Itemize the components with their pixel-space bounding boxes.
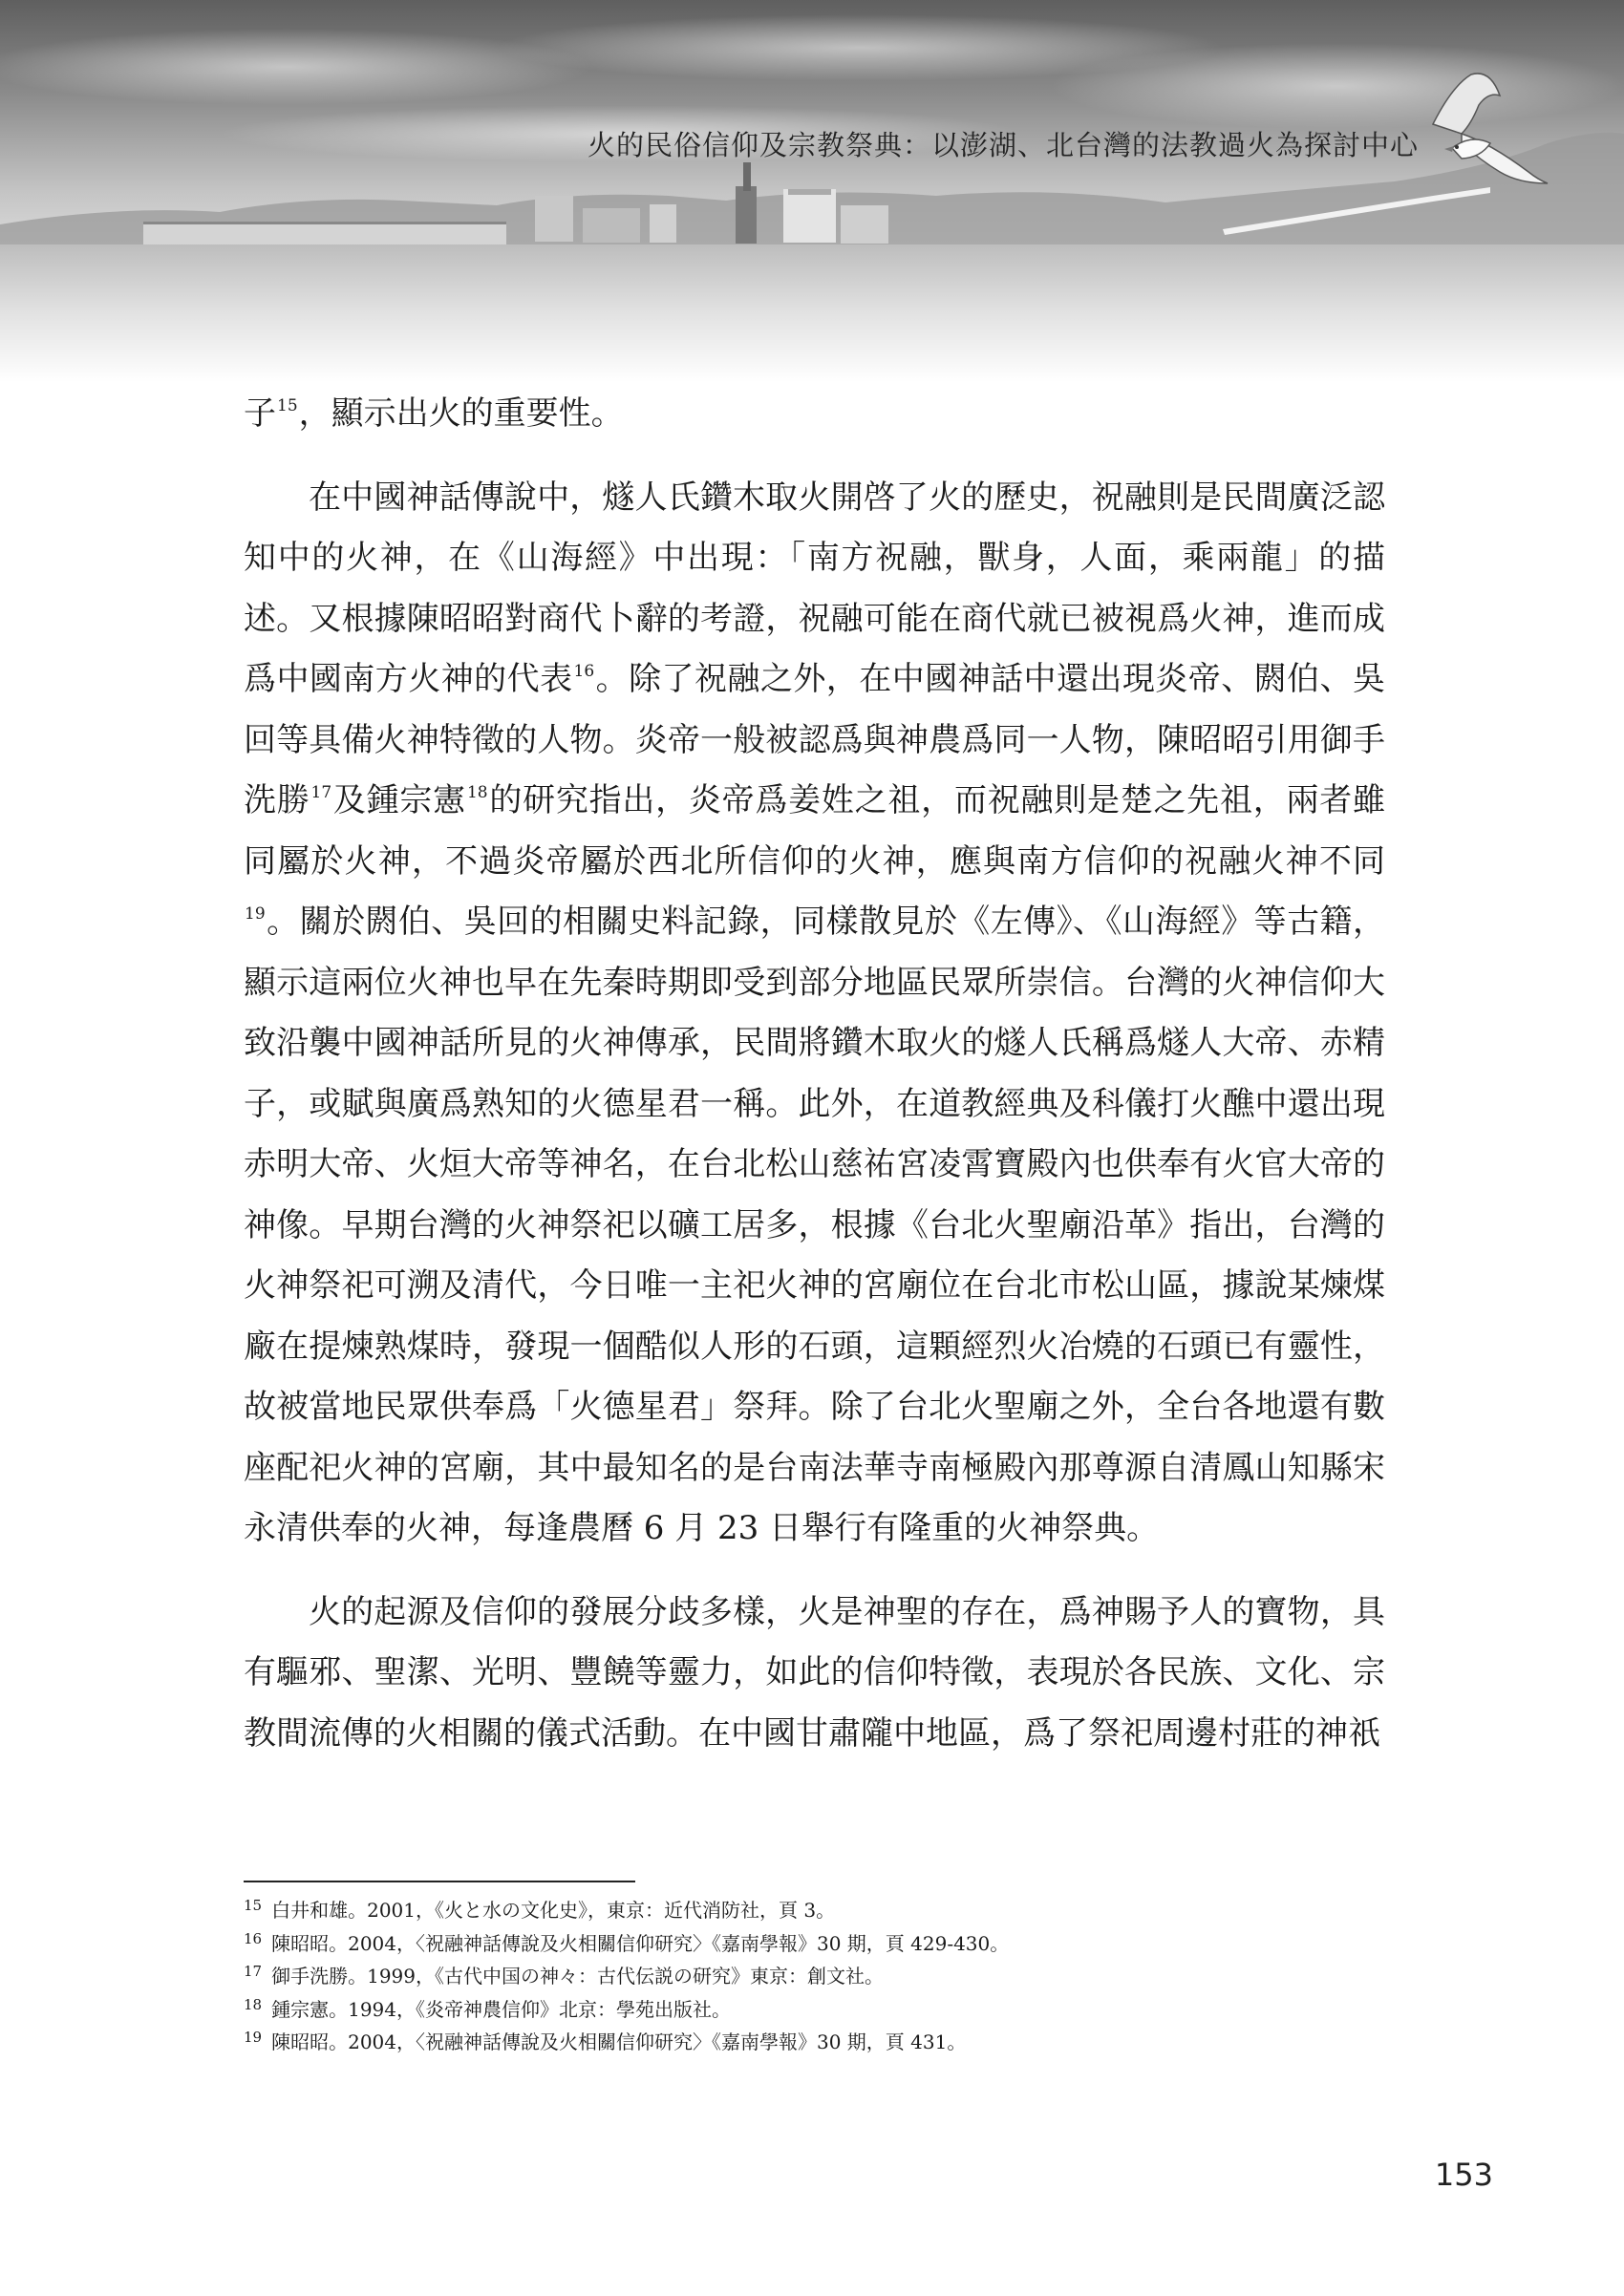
coastal-landscape-image [0,0,1624,382]
footnote-ref-19[interactable]: 19 [245,904,266,924]
paragraph-2-text-5: 。關於閼伯、吳回的相關史料記錄，同樣散見於《左傳》、《山海經》等古籍，顯示這兩位火神也早在先秦時期即受到部分地區民眾所崇信。台灣的火神信仰大致沿襲中國神話所見的火神傳承，民間將鑽木取火的燧人氏稱爲燧人大帝、赤精子，或賦與廣爲熟知的火德星君一稱。此外，在道教經典及科儀打火醮中還出現赤明大帝、火烜大帝等神名，在台北松山慈祐宮凌霄寶殿內也供奉有火官大帝的神像。早期台灣的火神祭祀以礦工居多，根據《台北火聖廟沿革》指出，台灣的火神祭祀可溯及清代，今日唯一主祀火神的宮廟位在台北市松山區，據說某煉煤廠在提煉熟煤時，發現一個酷似人形的石頭，這顆經烈火冶燒的石頭已有靈性，故被當地民眾供奉爲「火德星君」祭拜。除了台北火聖廟之外，全台各地還有數座配祀火神的宮廟，其中最知名的是台南法華寺南極殿內那尊源自清鳳山知縣宋永清供奉的火神，每逢農曆 6 月 23 日舉行有隆重的火神祭典。 [244,903,1385,1547]
footnote-ref-18[interactable]: 18 [466,783,488,802]
footnote-text: 白井和雄。2001，《火と水の文化史》，東京：近代消防社，頁 3。 [271,1899,836,1922]
footnote-ref-16[interactable]: 16 [573,662,595,681]
footnote-divider [244,1881,635,1882]
footnote-text: 陳昭昭。2004，〈祝融神話傳說及火相關信仰研究〉《嘉南學報》30 期，頁 431。 [271,2030,967,2053]
footnote-number: 19 [244,2029,263,2046]
footnote-16 [244,1925,1385,1959]
paragraph-2-text-2: 。除了祝融之外，在中國神話中還出現炎帝、閼伯、吳回等具備火神特徵的人物。炎帝一般被認爲與神農爲同一人物，陳昭昭引用御手洗勝 [244,660,1386,819]
footnote-ref-17[interactable]: 17 [310,783,332,802]
footnote-text: 御手洗勝。1999，《古代中国の神々：古代伝説の研究》東京：創文社。 [271,1965,884,1988]
footnote-19 [244,2024,1385,2057]
paragraph-2-text-1: 在中國神話傳說中，燧人氏鑽木取火開啓了火的歷史，祝融則是民間廣泛認知中的火神，在《山海經》中出現：「南方祝融，獸身，人面，乘兩龍」的描述。又根據陳昭昭對商代卜辭的考證，祝融可能在商代就已被視爲火神，進而成爲中國南方火神的代表 [244,478,1385,698]
footnote-text: 陳昭昭。2004，〈祝融神話傳說及火相關信仰研究〉《嘉南學報》30 期，頁 429-430。 [271,1931,1010,1955]
footnote-number: 15 [244,1897,263,1914]
page-number: 153 [1434,2157,1493,2193]
paragraph-2-text-3: 及鍾宗憲 [332,781,466,819]
main-text [244,384,1385,1764]
footnote-18 [244,1991,1385,2025]
footnote-number: 17 [244,1963,263,1980]
header-banner [0,0,1624,382]
paragraph-1-text-b: ，顯示出火的重要性。 [298,394,624,433]
footnote-number: 18 [244,1995,263,2013]
footnote-17 [244,1958,1385,1991]
paragraph-1-text-a: 子 [244,394,276,433]
footnotes [244,1892,1385,2057]
footnote-ref-15[interactable]: 15 [277,396,298,415]
footnote-number: 16 [244,1929,263,1947]
running-title: 火的民俗信仰及宗教祭典：以澎湖、北台灣的法教過火為探討中心 [587,129,1419,161]
paragraph-2-text-4: 的研究指出，炎帝爲姜姓之祖，而祝融則是楚之先祖，兩者雖同屬於火神，不過炎帝屬於西北所信仰的火神，應與南方信仰的祝融火神不同 [244,781,1386,881]
paragraph-2 [244,468,1385,1560]
footnote-15 [244,1892,1385,1925]
footnote-text: 鍾宗憲。1994，《炎帝神農信仰》北京：學苑出版社。 [271,1997,731,2021]
paragraph-3: 火的起源及信仰的發展分歧多樣，火是神聖的存在，爲神賜予人的寶物，具有驅邪、聖潔、光明、豐饒等靈力，如此的信仰特徵，表現於各民族、文化、宗教間流傳的火相關的儀式活動。在中國甘肅隴中地區，爲了祭祀周邊村莊的神祇 [244,1592,1385,1753]
paragraph-1 [244,384,1385,445]
